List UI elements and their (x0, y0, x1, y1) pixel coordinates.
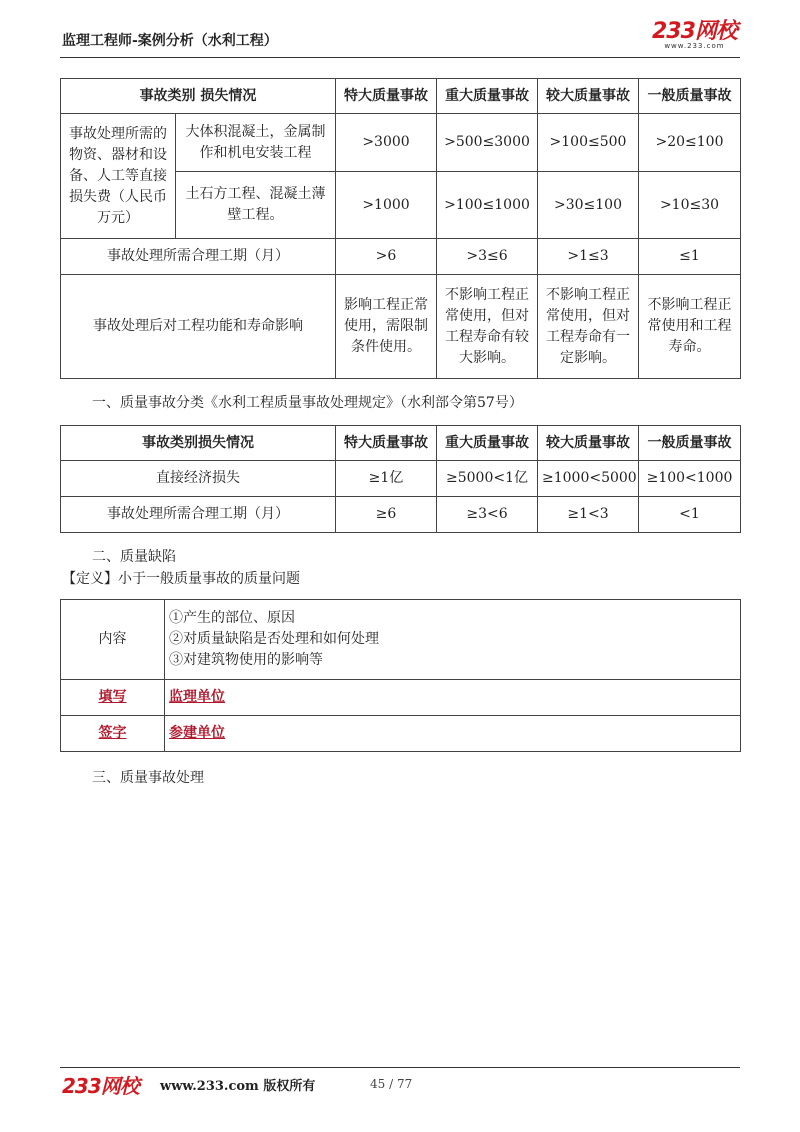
table-cell: ≤1 (639, 239, 741, 275)
content-label: 内容 (61, 600, 165, 680)
table-cell: >500≤3000 (437, 114, 538, 172)
footer-divider (60, 1067, 740, 1068)
table-cell: 影响工程正常使用，需限制条件使用。 (336, 275, 437, 379)
table-cell: >6 (336, 239, 437, 275)
table-cell: 不影响工程正常使用，但对工程寿命有一定影响。 (538, 275, 639, 379)
table1-header-grade: 重大质量事故 (437, 79, 538, 114)
fill-value-link[interactable]: 监理单位 (169, 689, 225, 705)
period-label: 事故处理所需合理工期（月） (61, 239, 336, 275)
page-number: 45 / 77 (370, 1077, 413, 1091)
section-heading-classification: 一、质量事故分类《水利工程质量事故处理规定》（水利部令第57号） (92, 395, 523, 411)
table-cell: >20≤100 (639, 114, 741, 172)
accident-loss-table (60, 78, 741, 379)
footer-copyright: www.233.com 版权所有 (160, 1079, 316, 1094)
table1-header-grade: 一般质量事故 (639, 79, 741, 114)
row-label: 事故处理所需合理工期（月） (61, 497, 336, 533)
quality-defect-table (60, 599, 741, 752)
defect-definition: 【定义】小于一般质量事故的质量问题 (62, 571, 300, 587)
table-cell: ≥1<3 (538, 497, 639, 533)
table-cell: <1 (639, 497, 741, 533)
sign-value-link[interactable]: 参建单位 (169, 725, 225, 741)
table1-header-category: 事故类别 损失情况 (61, 79, 336, 114)
brand-logo[interactable] (652, 20, 737, 50)
table-cell: ≥1亿 (336, 461, 437, 497)
engineering-type-label: 大体积混凝土，金属制作和机电安装工程 (176, 114, 336, 172)
table-cell: >3000 (336, 114, 437, 172)
engineering-type-label: 土石方工程、混凝土薄壁工程。 (176, 172, 336, 239)
table-cell: ≥6 (336, 497, 437, 533)
sign-label-link[interactable]: 签字 (98, 725, 127, 741)
table-cell: 不影响工程正常使用，但对工程寿命有较大影响。 (437, 275, 538, 379)
header-divider (60, 57, 740, 58)
table-cell: >1000 (336, 172, 437, 239)
content-items (165, 600, 741, 680)
content-item: ①产生的部位、原因 (169, 610, 295, 626)
table2-header-grade: 重大质量事故 (437, 426, 538, 461)
fill-label-link[interactable]: 填写 (98, 689, 127, 705)
table-cell: ≥1000<5000 (538, 461, 639, 497)
section-heading-defect: 二、质量缺陷 (92, 549, 176, 565)
table-cell: >100≤500 (538, 114, 639, 172)
impact-label: 事故处理后对工程功能和寿命影响 (61, 275, 336, 379)
table-cell: >1≤3 (538, 239, 639, 275)
content-item: ②对质量缺陷是否处理和如何处理 (169, 631, 379, 647)
logo-url: www.233.com (664, 42, 725, 50)
sign-value-cell (165, 716, 741, 752)
logo-text: 233网校 (652, 19, 737, 44)
table-cell: >30≤100 (538, 172, 639, 239)
table2-header-grade: 一般质量事故 (639, 426, 741, 461)
direct-loss-group-label: 事故处理所需的物资、器材和设备、人工等直接损失费（人民币万元） (61, 114, 176, 239)
table-cell: ≥3<6 (437, 497, 538, 533)
row-label: 直接经济损失 (61, 461, 336, 497)
content-item: ③对建筑物使用的影响等 (169, 652, 323, 668)
table2-header-grade: 较大质量事故 (538, 426, 639, 461)
fill-label-cell (61, 680, 165, 716)
table-cell: >100≤1000 (437, 172, 538, 239)
section-heading-handling: 三、质量事故处理 (92, 770, 204, 786)
table-cell: 不影响工程正常使用和工程寿命。 (639, 275, 741, 379)
accident-classification-table (60, 425, 741, 533)
table2-header-category: 事故类别损失情况 (61, 426, 336, 461)
sign-label-cell (61, 716, 165, 752)
table-cell: >10≤30 (639, 172, 741, 239)
fill-value-cell (165, 680, 741, 716)
table2-header-grade: 特大质量事故 (336, 426, 437, 461)
table-cell: ≥100<1000 (639, 461, 741, 497)
document-title: 监理工程师-案例分析（水利工程） (62, 33, 278, 49)
table-cell: ≥5000<1亿 (437, 461, 538, 497)
table1-header-grade: 较大质量事故 (538, 79, 639, 114)
footer-logo[interactable]: 233网校 (62, 1074, 139, 1098)
table1-header-grade: 特大质量事故 (336, 79, 437, 114)
table-cell: >3≤6 (437, 239, 538, 275)
